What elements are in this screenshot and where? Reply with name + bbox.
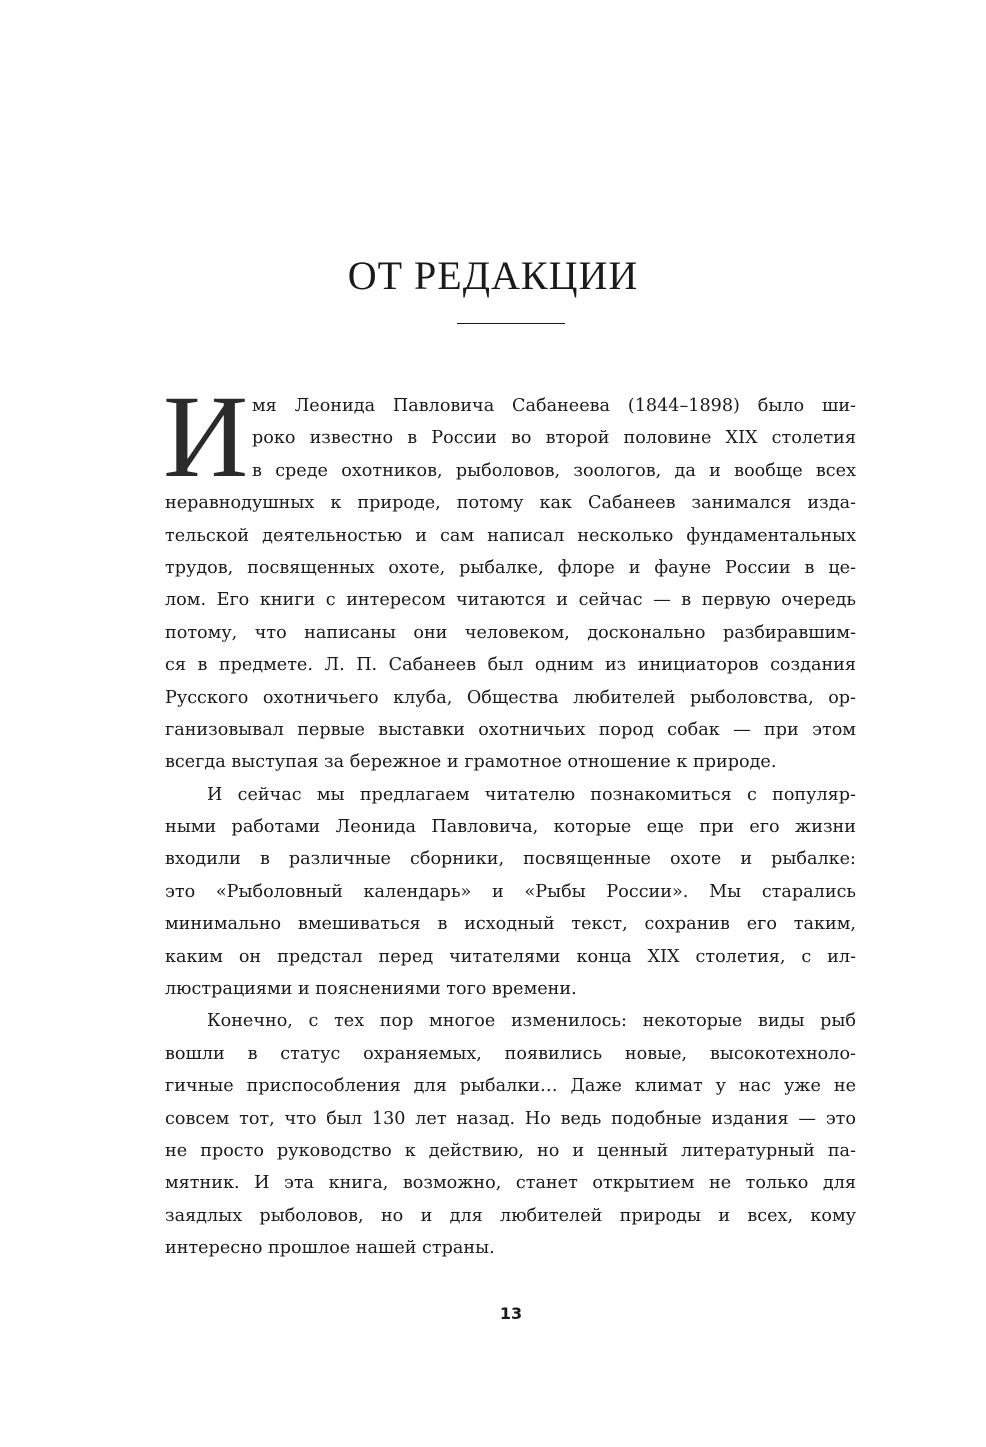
text-line: минимально вмешиваться в исходный текст, сохранив его таким, xyxy=(165,914,856,935)
text-line: не просто руководство к действию, но и ценный литературный па- xyxy=(165,1140,856,1161)
text-line: это «Рыболовный календарь» и «Рыбы России». Мы старались xyxy=(165,881,856,902)
text-line: входили в различные сборники, посвященные охоте и рыбалке: xyxy=(165,849,856,870)
paragraph-3 xyxy=(165,1005,856,1264)
text-line: ными работами Леонида Павловича, которые еще при его жизни xyxy=(165,817,856,838)
text-line: неравнодушных к природе, потому как Сабанеев занимался изда- xyxy=(165,493,856,514)
page-number: 13 xyxy=(499,1304,523,1323)
text-line: заядлых рыболовов, но и для любителей природы и всех, кому xyxy=(165,1205,856,1226)
text-line: всегда выступая за бережное и грамотное отношение к природе. xyxy=(165,752,777,773)
text-line: гичные приспособления для рыбалки… Даже климат у нас уже не xyxy=(165,1076,856,1097)
paragraph-1 xyxy=(163,371,856,779)
body-text xyxy=(163,371,856,1265)
text-line: вошли в статус охраняемых, появились новые, высокотехноло- xyxy=(165,1043,856,1064)
text-line: ганизовывал первые выставки охотничьих пород собак — при этом xyxy=(165,719,856,740)
text-line: лом. Его книги с интересом читаются и сейчас — в первую очередь xyxy=(165,590,856,611)
paragraph-2 xyxy=(165,779,856,1006)
drop-cap: И xyxy=(163,371,249,502)
text-line: каким он предстал перед читателями конца XIX столетия, с ил- xyxy=(165,946,856,967)
title-divider xyxy=(457,323,565,324)
chapter-title: ОТ РЕДАКЦИИ xyxy=(347,253,639,298)
text-line: люстрациями и пояснениями того времени. xyxy=(165,979,577,1000)
text-line: интересно прошлое нашей страны. xyxy=(165,1238,495,1259)
text-line: трудов, посвященных охоте, рыбалке, флоре и фауне России в це- xyxy=(165,557,856,578)
text-line: тельской деятельностью и сам написал несколько фундаментальных xyxy=(165,525,856,546)
text-line: в среде охотников, рыболовов, зоологов, да и вообще всех xyxy=(252,460,856,481)
text-line: И сейчас мы предлагаем читателю познакомиться с популяр- xyxy=(207,784,856,805)
text-line: мятник. И эта книга, возможно, станет открытием не только для xyxy=(165,1173,856,1194)
text-line: Конечно, с тех пор многое изменилось: некоторые виды рыб xyxy=(207,1011,856,1032)
text-line: ся в предмете. Л. П. Сабанеев был одним из инициаторов создания xyxy=(165,655,856,676)
text-line: совсем тот, что был 130 лет назад. Но ведь подобные издания — это xyxy=(165,1108,856,1129)
text-line: Русского охотничьего клуба, Общества любителей рыболовства, ор- xyxy=(165,687,856,708)
text-line: мя Леонида Павловича Сабанеева (1844–1898) было ши- xyxy=(252,396,856,416)
text-line: потому, что написаны они человеком, досконально разбиравшим- xyxy=(165,622,856,643)
text-line: роко известно в России во второй половине XIX столетия xyxy=(252,428,856,449)
